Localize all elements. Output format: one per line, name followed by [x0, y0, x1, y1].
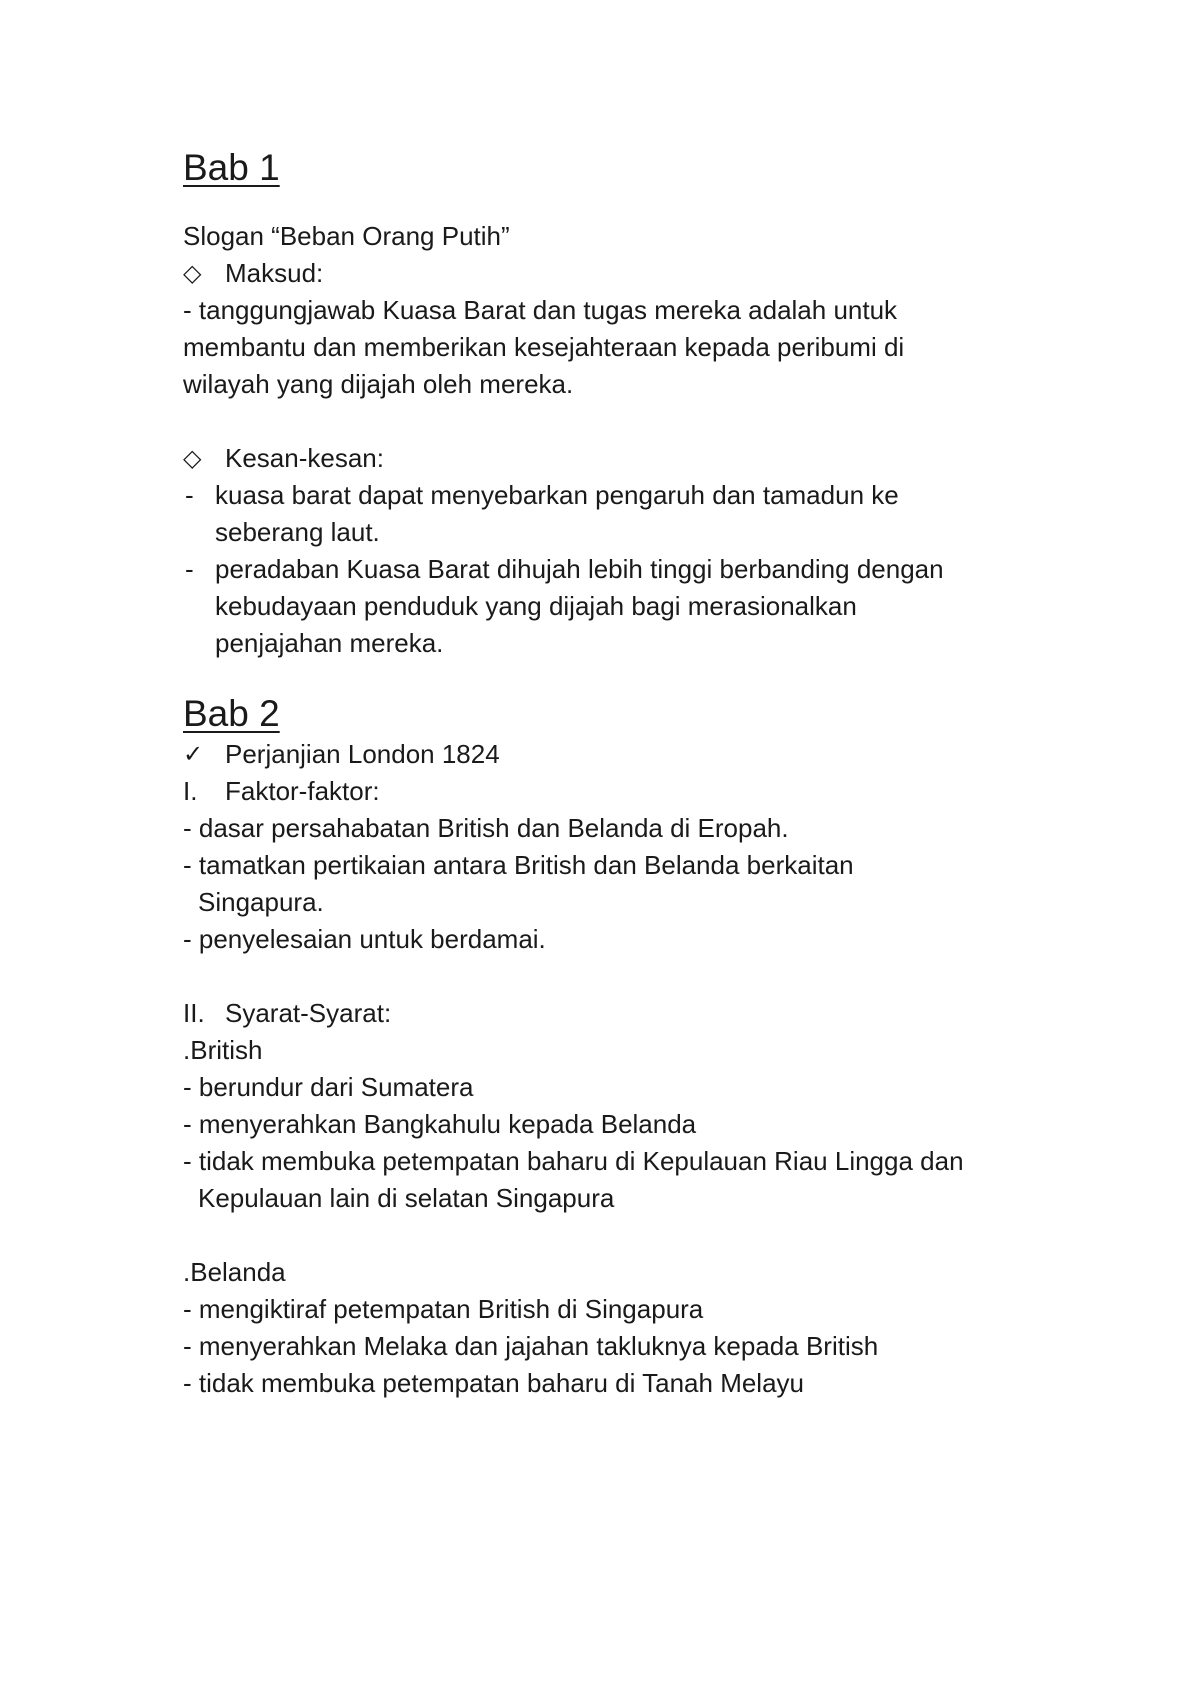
list-item: [183, 551, 1083, 662]
maksud-line: membantu dan memberikan kesejahteraan kepada peribumi di: [183, 332, 905, 362]
british-label: .British: [183, 1035, 263, 1065]
kesan-heading: [183, 440, 1083, 477]
slogan-title: Slogan “Beban Orang Putih”: [183, 221, 510, 251]
belanda-label: .Belanda: [183, 1257, 286, 1287]
perjanjian-label: Perjanjian London 1824: [225, 739, 500, 769]
maksud-line: wilayah yang dijajah oleh mereka.: [183, 369, 574, 399]
bullet-dash: -: [185, 480, 194, 510]
roman-numeral: I.: [183, 776, 198, 806]
kesan-label: Kesan-kesan:: [225, 443, 384, 473]
bullet-dash: -: [185, 554, 194, 584]
british-line-cont: Kepulauan lain di selatan Singapura: [198, 1183, 615, 1213]
british-line: - berundur dari Sumatera: [183, 1072, 474, 1102]
syarat-heading: [183, 995, 1083, 1032]
faktor-line-cont: Singapura.: [198, 887, 324, 917]
maksud-heading: [183, 255, 1083, 292]
list-item-line: penjajahan mereka.: [215, 628, 444, 658]
spacer: [183, 958, 1083, 995]
list-item-line: kuasa barat dapat menyebarkan pengaruh dan tamadun ke: [215, 480, 899, 510]
list-item-line: seberang laut.: [215, 517, 380, 547]
diamond-icon: ◇: [183, 260, 202, 287]
british-line: - menyerahkan Bangkahulu kepada Belanda: [183, 1109, 697, 1139]
checkmark-icon: ✓: [183, 741, 204, 768]
spacer: [183, 190, 1083, 218]
faktor-line: - dasar persahabatan British dan Belanda di Eropah.: [183, 813, 789, 843]
british-line: [183, 1180, 1083, 1217]
maksud-label: Maksud:: [225, 258, 324, 288]
perjanjian-heading: [183, 736, 1083, 773]
belanda-line: - tidak membuka petempatan baharu di Tanah Melayu: [183, 1368, 805, 1398]
faktor-line: [183, 884, 1083, 921]
document-page: [183, 146, 1083, 1402]
spacer: [183, 662, 1083, 692]
british-line: - tidak membuka petempatan baharu di Kepulauan Riau Lingga dan: [183, 1146, 964, 1176]
diamond-icon: ◇: [183, 445, 202, 472]
list-item-line: peradaban Kuasa Barat dihujah lebih tinggi berbanding dengan: [215, 554, 944, 584]
faktor-label: Faktor-faktor:: [225, 776, 380, 806]
spacer: [183, 403, 1083, 440]
belanda-line: - mengiktiraf petempatan British di Singapura: [183, 1294, 704, 1324]
list-item-line: kebudayaan penduduk yang dijajah bagi merasionalkan: [215, 591, 857, 621]
bab1-heading: Bab 1: [183, 147, 280, 188]
belanda-line: - menyerahkan Melaka dan jajahan takluknya kepada British: [183, 1331, 879, 1361]
spacer: [183, 1217, 1083, 1254]
roman-numeral: II.: [183, 998, 205, 1028]
list-item: [183, 477, 1083, 551]
bab2-heading: Bab 2: [183, 693, 280, 734]
faktor-line: - penyelesaian untuk berdamai.: [183, 924, 546, 954]
faktor-line: - tamatkan pertikaian antara British dan Belanda berkaitan: [183, 850, 854, 880]
syarat-label: Syarat-Syarat:: [225, 998, 392, 1028]
faktor-heading: [183, 773, 1083, 810]
maksud-line: - tanggungjawab Kuasa Barat dan tugas mereka adalah untuk: [183, 295, 898, 325]
